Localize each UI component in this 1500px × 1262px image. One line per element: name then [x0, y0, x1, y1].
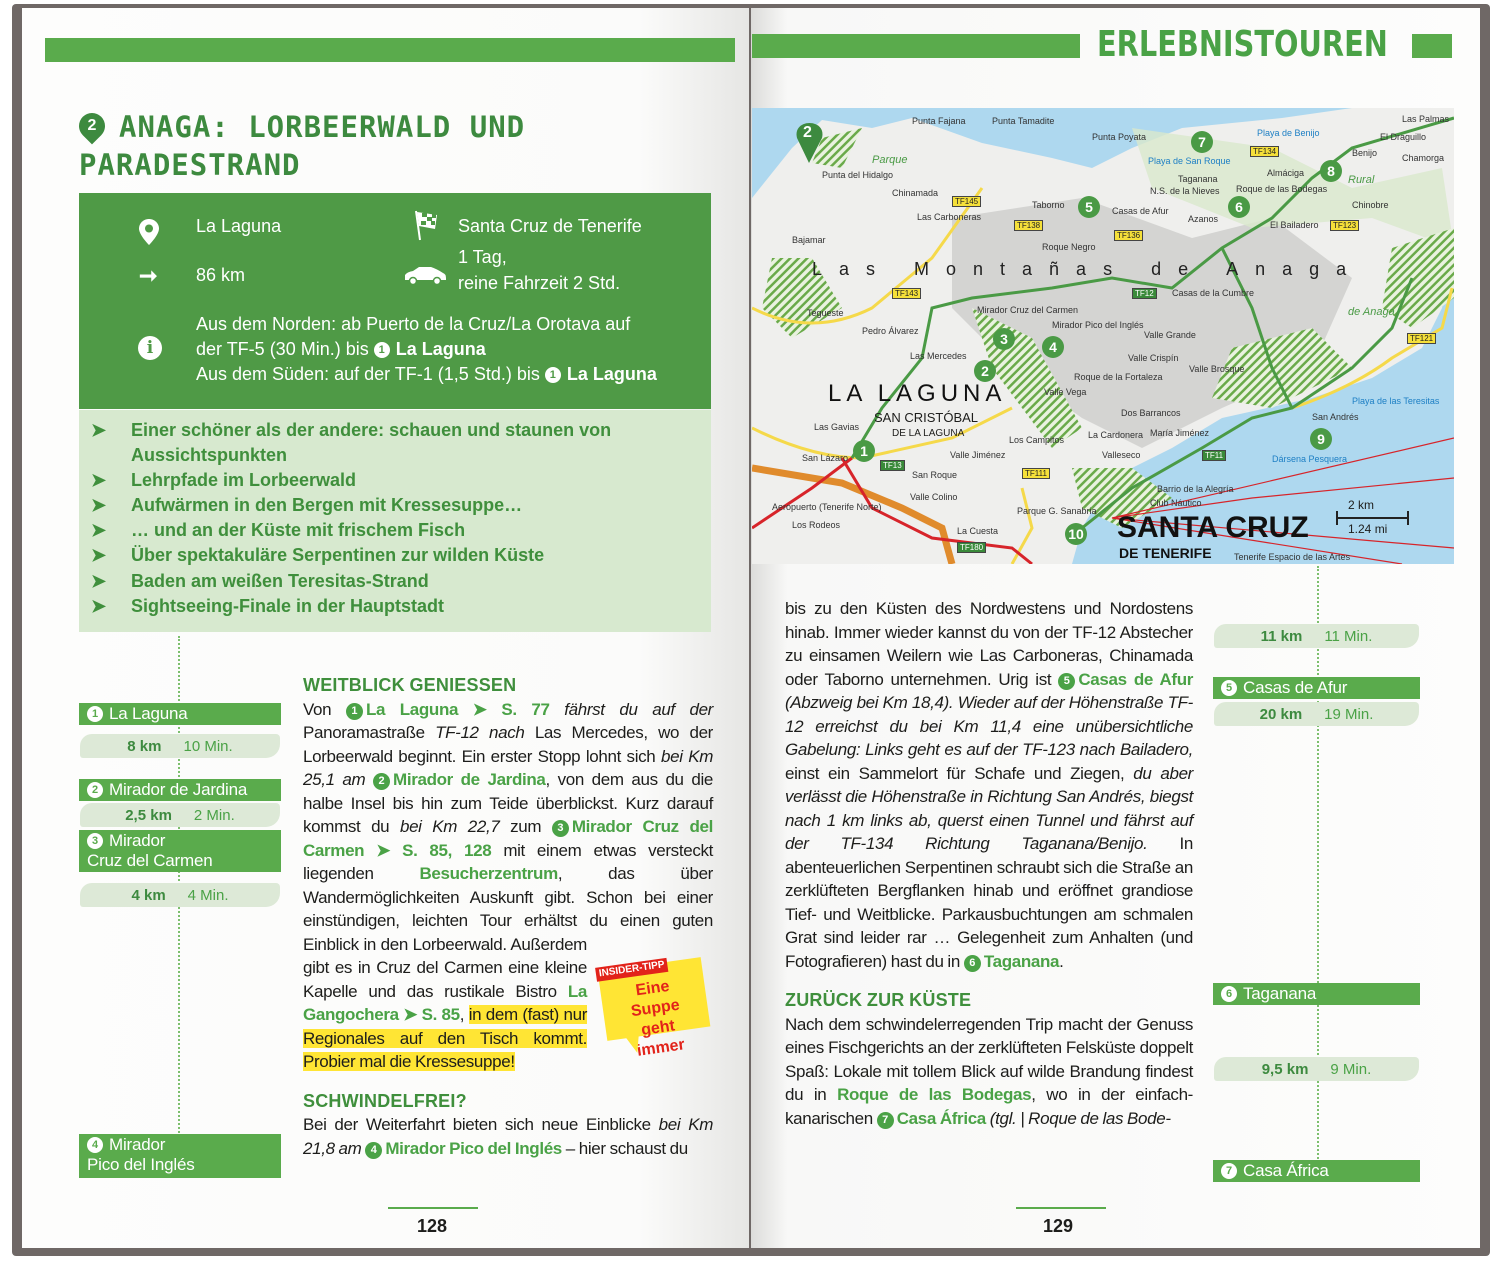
map-road-label: TF134: [1250, 146, 1279, 157]
map-stop-badge: 6: [1228, 196, 1250, 218]
italic-text: TF-12 nach: [435, 723, 525, 742]
route-stop-5: 5 Casas de Afur: [1213, 677, 1420, 699]
map-place-label: Dos Barrancos: [1121, 408, 1181, 418]
highlights-box: [79, 410, 711, 632]
car-icon: [403, 265, 447, 285]
route-stop-2: 2 Mirador de Jardina: [79, 779, 281, 801]
text-run: Las Mercedes, wo der Lorbeerwald beginnt. Ein erster Stopp lohnt sich: [303, 723, 713, 766]
map-place-label: Tenerife Espacio de las Artes: [1234, 552, 1351, 562]
highlight-item: ➤ … und an der Küste mit frischem Fisch: [91, 520, 466, 540]
map-place-label: Los Rodeos: [792, 520, 841, 530]
route-leg-2: 2,5 km 2 Min.: [80, 803, 280, 827]
bullet-arrow-icon: ➤: [91, 596, 107, 616]
paragraph: [785, 597, 1193, 973]
map-place-label: San Roque: [912, 470, 958, 480]
text-run: Von: [303, 699, 346, 719]
insider-tipp-text: Eine Suppe geht immer: [629, 977, 686, 1060]
map-place-label: María Jiménez: [1150, 428, 1210, 438]
route-stop-7: 7 Casa África: [1213, 1160, 1420, 1182]
stop-number-badge: 6: [964, 955, 981, 972]
top-green-bar: [45, 38, 735, 62]
italic-text: bei Km 22,7: [399, 817, 500, 836]
checkered-flag-icon: [413, 209, 439, 241]
text-run: Panoramastraße: [303, 723, 436, 742]
map-road-label: TF145: [952, 196, 981, 207]
cross-reference-link[interactable]: Casas de Afur: [1078, 669, 1194, 689]
highlight-item: ➤ Lehrpfade im Lorbeerwald: [91, 470, 357, 490]
map-place-label: Barrio de la Alegría: [1157, 484, 1234, 494]
distance-value: 86 km: [196, 265, 246, 285]
insider-tipp-callout: [595, 956, 713, 1058]
text-run: mit einem etwas versteckt liegenden: [303, 840, 713, 883]
map-road-label: TF121: [1407, 333, 1436, 344]
map-road-label: TF11: [1202, 450, 1226, 461]
map-scale-mi: 1.24 mi: [1348, 522, 1388, 536]
bullet-arrow-icon: ➤: [91, 495, 107, 515]
map-road-label: TF180: [957, 542, 986, 553]
map-place-label: Valle Brosque: [1189, 364, 1245, 374]
map-place-label: Valleseco: [1102, 450, 1141, 460]
text-run: .: [1059, 951, 1064, 971]
route-stop-6: 6 Taganana: [1213, 983, 1420, 1005]
section-heading: [303, 1090, 713, 1114]
arrow-right-icon: ➞: [139, 263, 158, 288]
map-place-label: Playa de Benijo: [1257, 128, 1320, 138]
bullet-arrow-icon: ➤: [91, 520, 107, 540]
text-run: bis zu den Küsten des Nordwestens und Nordostens hinab. Immer wieder kannst du von der TF-12 Abstecher zu einsamen Weilern wie Las Carboneras, Chinamada oder Taborno unternehmen. Urig ist: [785, 599, 1193, 689]
tour-number-pin-icon: 2: [74, 108, 111, 145]
tour-title-line1: ANAGA: LORBEERWALD UND: [119, 110, 526, 144]
map-place-label: Playa de San Roque: [1148, 156, 1231, 166]
map-road-label: TF12: [1132, 288, 1157, 299]
map-place-label: El Draguillo: [1380, 132, 1427, 142]
map-road-label: TF143: [892, 288, 921, 299]
text-run: Bei der Weiterfahrt bieten sich neue Einblicke: [303, 1115, 659, 1134]
map-place-label: Casas de Afur: [1112, 206, 1169, 216]
tour-title: [79, 108, 526, 184]
map-place-label: Valle Vega: [1044, 387, 1087, 397]
text-run: , von dem aus du die halbe Insel bis hin zum Teide überblickst. Kurz darauf kommst du: [303, 770, 713, 836]
bullet-arrow-icon: ➤: [91, 420, 107, 440]
map-road-label: TF111: [1022, 468, 1050, 479]
cross-reference-link[interactable]: Besucherzentrum: [419, 864, 558, 883]
stop-number-badge: 2: [373, 773, 390, 790]
access-north-2: der TF-5 (30 Min.) bis 1 La Laguna: [196, 339, 486, 359]
italic-text: fährst du auf der: [549, 699, 713, 719]
map-place-label: Mirador Pico del Inglés: [1052, 320, 1144, 330]
map-place-label: Punta Tamadite: [992, 116, 1055, 126]
info-icon: i: [138, 336, 162, 360]
duration-line1: 1 Tag,: [458, 247, 507, 267]
map-place-label: Las Carboneras: [917, 212, 982, 222]
highlight-item: ➤ Einer schöner als der andere: schauen und staunen von: [91, 420, 612, 440]
map-road-label: TF13: [880, 460, 905, 471]
text-run: ,: [459, 1005, 469, 1024]
map-place-label: Punta del Hidalgo: [822, 170, 894, 180]
map-place-label: Valle Colino: [910, 492, 958, 502]
stop-number-badge: 1: [545, 367, 561, 383]
cross-reference-link[interactable]: La Laguna ➤ S. 77: [365, 699, 550, 719]
italic-text: (tgl. | Roque de las Bode-: [985, 1108, 1171, 1128]
map-place-label: Roque Negro: [1042, 242, 1096, 252]
start-location: La Laguna: [196, 216, 282, 236]
highlight-item-continued: Aussichtspunkten: [131, 445, 288, 465]
tour-title-line2: PARADESTRAND: [79, 148, 301, 182]
text-run: , wo in der einfach-kanarischen: [785, 1085, 1193, 1128]
map-stop-badge: 7: [1191, 131, 1213, 153]
map-stop-badge: 4: [1042, 336, 1064, 358]
map-stop-badge: 5: [1078, 196, 1100, 218]
route-leg-1: 8 km 10 Min.: [80, 734, 280, 758]
route-leg-3: 4 km 4 Min.: [80, 883, 280, 907]
bullet-arrow-icon: ➤: [91, 470, 107, 490]
duration-line2: reine Fahrzeit 2 Std.: [458, 273, 621, 293]
route-stop-1: 1 La Laguna: [79, 703, 281, 725]
italic-text: (Abzweig bei Km 18,4). Wieder auf der Höhenstraße TF-12 erreichst du bei Km 11,4 eine unübersichtliche Gabelung: Links geht es auf der TF-123 nach Bailadero,: [785, 693, 1193, 759]
bullet-arrow-icon: ➤: [91, 571, 107, 591]
map-place-label: Mirador Cruz del Carmen: [977, 305, 1079, 315]
map-stop-badge: 2: [974, 360, 996, 382]
map-city-santa-cruz: SANTA CRUZ: [1117, 511, 1309, 544]
cross-reference-link[interactable]: Taganana: [983, 951, 1060, 971]
map-stop-badge: 8: [1320, 160, 1342, 182]
map-place-label: La Cuesta: [957, 526, 999, 536]
route-stop-3: 3 Mirador Cruz del Carmen: [79, 830, 281, 872]
highlight-item: ➤ Aufwärmen in den Bergen mit Kressesuppe…: [91, 495, 523, 515]
map-place-label: Roque de la Fortaleza: [1074, 372, 1163, 382]
map-place-label: Las Palmas: [1402, 114, 1450, 124]
map-road-label: TF123: [1330, 220, 1359, 231]
cross-reference-link[interactable]: Mirador Pico del Inglés: [385, 1138, 562, 1158]
map-place-label: Roque de las Bodegas: [1236, 184, 1328, 194]
map-city-la-laguna: LA LAGUNA: [828, 380, 1007, 407]
bullet-arrow-icon: ➤: [91, 545, 107, 565]
map-place-label: Chinamada: [892, 188, 939, 198]
map-place-label: Almáciga: [1267, 168, 1305, 178]
map-place-label: La Cardonera: [1088, 430, 1144, 440]
map-place-label: San Lázaro: [802, 453, 849, 463]
text-run: einst ein Sammelort für Schafe und Ziegen,: [785, 763, 1134, 783]
heading-text: ZURÜCK ZUR KÜSTE: [785, 990, 972, 1010]
map-place-label: Las Mercedes: [910, 351, 967, 361]
tour-info-box: [79, 193, 711, 409]
cross-reference-link[interactable]: La Gangochera ➤ S. 85: [303, 981, 587, 1024]
heading-text: WEITBLICK GENIESSEN: [303, 675, 517, 695]
route-leg-5: 20 km 19 Min.: [1214, 702, 1419, 726]
italic-text: bei Km 21,8 am: [303, 1115, 714, 1158]
map-place-label: Taborno: [1032, 200, 1065, 210]
page-number-rule: [388, 1207, 478, 1209]
map-place-label: Taganana: [1178, 174, 1218, 184]
italic-text: bei Km 25,1 am: [303, 746, 714, 789]
cross-reference-link[interactable]: Casa África: [896, 1108, 986, 1128]
cross-reference-link[interactable]: Mirador Cruz del Carmen ➤ S. 85, 128: [303, 817, 714, 860]
map-place-label: Valle Grande: [1144, 330, 1196, 340]
italic-text: du aber verlässt die Höhenstraße in Richtung San Andrés, biegst nach 1 km links ab, querst einen Tunnel und fährst auf der TF-134 Richtung Taganana/Benijo.: [785, 763, 1193, 853]
map-place-label: Punta Poyata: [1092, 132, 1147, 142]
map-place-label: Parque: [872, 154, 908, 166]
right-body-text: [785, 597, 1193, 1130]
stop-number-badge: 5: [1058, 673, 1075, 690]
paragraph: [303, 1113, 713, 1160]
route-stop-4: 4 Mirador Pico del Inglés: [79, 1134, 281, 1178]
highlighted-text: in dem (fast) nur Regionales auf den Tisch kommt. Probier mal die Kressesuppe!: [303, 1005, 588, 1071]
top-green-bar-end: [1412, 34, 1452, 58]
map-place-label: N.S. de la Nieves: [1150, 186, 1220, 196]
map-place-label: Chamorga: [1402, 153, 1445, 163]
paragraph: [785, 1013, 1193, 1131]
map-pin-icon: [139, 219, 159, 245]
map-place-label: Bajamar: [792, 235, 826, 245]
highlight-item: ➤ Über spektakuläre Serpentinen zur wilden Küste: [91, 545, 545, 565]
page-number-right: 129: [1042, 1216, 1074, 1236]
map-stop-badge: 3: [993, 328, 1015, 350]
map-place-label: Azanos: [1188, 214, 1219, 224]
map-place-label: Benijo: [1352, 148, 1378, 158]
text-run: Nach dem schwindelerregenden Trip macht der Genuss eines Fischgerichts an der zerklüfteten Felsküste doppelt Spaß: Lokale mit tollem Blick auf wilde Brandung findest du in: [785, 1014, 1193, 1104]
map-scale-km: 2 km: [1348, 498, 1375, 512]
route-leg-4: 11 km 11 Min.: [1214, 624, 1419, 648]
cross-reference-link[interactable]: Roque de las Bodegas: [837, 1085, 1032, 1104]
text-run: In abenteuerlichen Serpentinen schraubt sich die Straße an zerklüfteten Bergflanken hinab und eröffnet grandiose Tief- und Weitblicke. Parkausbuchtungen am schmalen Grat sind leider rar … Gelegenheit zum Anhalten (und Fotografieren) hast du in: [785, 834, 1193, 971]
map-label: DE LA LAGUNA: [892, 428, 965, 439]
map-stop-badge: 10: [1065, 523, 1087, 545]
map-place-label: Aeropuerto (Tenerife Norte): [772, 502, 882, 512]
map-road-label: TF136: [1114, 230, 1143, 241]
route-leg-6: 9,5 km 9 Min.: [1214, 1057, 1419, 1081]
route-map: [752, 108, 1454, 564]
stop-number-badge: 1: [346, 703, 363, 720]
insider-tipp-badge: [598, 957, 711, 1060]
page-number-rule: [1016, 1207, 1106, 1209]
map-city-santa-cruz-sub: DE TENERIFE: [1119, 545, 1212, 561]
access-north: Aus dem Norden: ab Puerto de la Cruz/La Orotava auf: [196, 314, 631, 334]
map-place-label: El Bailadero: [1270, 220, 1319, 230]
map-place-label: Los Campitos: [1009, 435, 1065, 445]
map-place-label: Playa de las Teresitas: [1352, 396, 1440, 406]
stop-number-badge: 4: [365, 1142, 382, 1159]
map-stop-badge: 9: [1310, 428, 1332, 450]
stop-number-badge: 7: [877, 1112, 894, 1129]
stop-number-badge: 3: [552, 820, 569, 837]
left-body-text: [303, 674, 713, 1160]
top-green-bar: [752, 34, 1080, 58]
map-place-label: Rural: [1348, 174, 1375, 186]
map-place-label: Parque G. Sanabria: [1017, 506, 1097, 516]
map-place-label: Punta Fajana: [912, 116, 966, 126]
map-place-label: Tegueste: [807, 308, 844, 318]
running-head: ERLEBNISTOUREN: [1097, 24, 1388, 65]
map-tour-pin: 2: [803, 124, 812, 141]
text-run: – hier schaust du: [561, 1138, 688, 1158]
end-location: Santa Cruz de Tenerife: [458, 216, 642, 236]
map-road-label: TF138: [1014, 220, 1043, 231]
text-run: , das über Wandermöglichkeiten Auskunft gibt. Schon bei einer einstündigen, leichten Tour erhältst du einen guten Einblick in den Lorbeerwald. Außerdem gibt es in Cruz del Carmen eine kleine Kapelle und das rustikale Bistro: [303, 864, 713, 1001]
map-place-label: Valle Jiménez: [950, 450, 1006, 460]
cross-reference-link[interactable]: Mirador de Jardina: [393, 770, 546, 789]
map-place-label: Club Náutico: [1150, 498, 1202, 508]
heading-text: SCHWINDELFREI?: [303, 1090, 467, 1111]
map-stop-badge: 1: [853, 440, 875, 462]
text-run: zum: [499, 817, 552, 836]
stop-number-badge: 1: [374, 342, 390, 358]
page-number-left: 128: [416, 1216, 448, 1236]
map-place-label: Pedro Álvarez: [862, 326, 919, 336]
map-place-label: Las Gavias: [814, 422, 860, 432]
section-heading: [785, 989, 1193, 1013]
map-place-label: Dársena Pesquera: [1272, 454, 1348, 464]
map-place-label: Casas de la Cumbre: [1172, 288, 1255, 298]
map-place-label: de Anaga: [1348, 306, 1395, 318]
highlight-item: ➤ Sightseeing-Finale in der Hauptstadt: [91, 596, 445, 616]
map-place-label: San Andrés: [1312, 412, 1359, 422]
map-place-label: Valle Crispín: [1128, 353, 1179, 363]
map-label: SAN CRISTÓBAL: [874, 410, 979, 425]
access-south: Aus dem Süden: auf der TF-1 (1,5 Std.) bis 1 La Laguna: [196, 364, 657, 384]
paragraph: [303, 698, 713, 1074]
text-run: [365, 770, 373, 789]
highlight-item: ➤ Baden am weißen Teresitas-Strand: [91, 571, 429, 591]
map-place-label: Chinobre: [1352, 200, 1389, 210]
map-range-label: Las Montañas de Anaga: [812, 259, 1364, 279]
insider-tipp-label: INSIDER-TIPP: [595, 957, 668, 981]
section-heading: [303, 674, 713, 698]
